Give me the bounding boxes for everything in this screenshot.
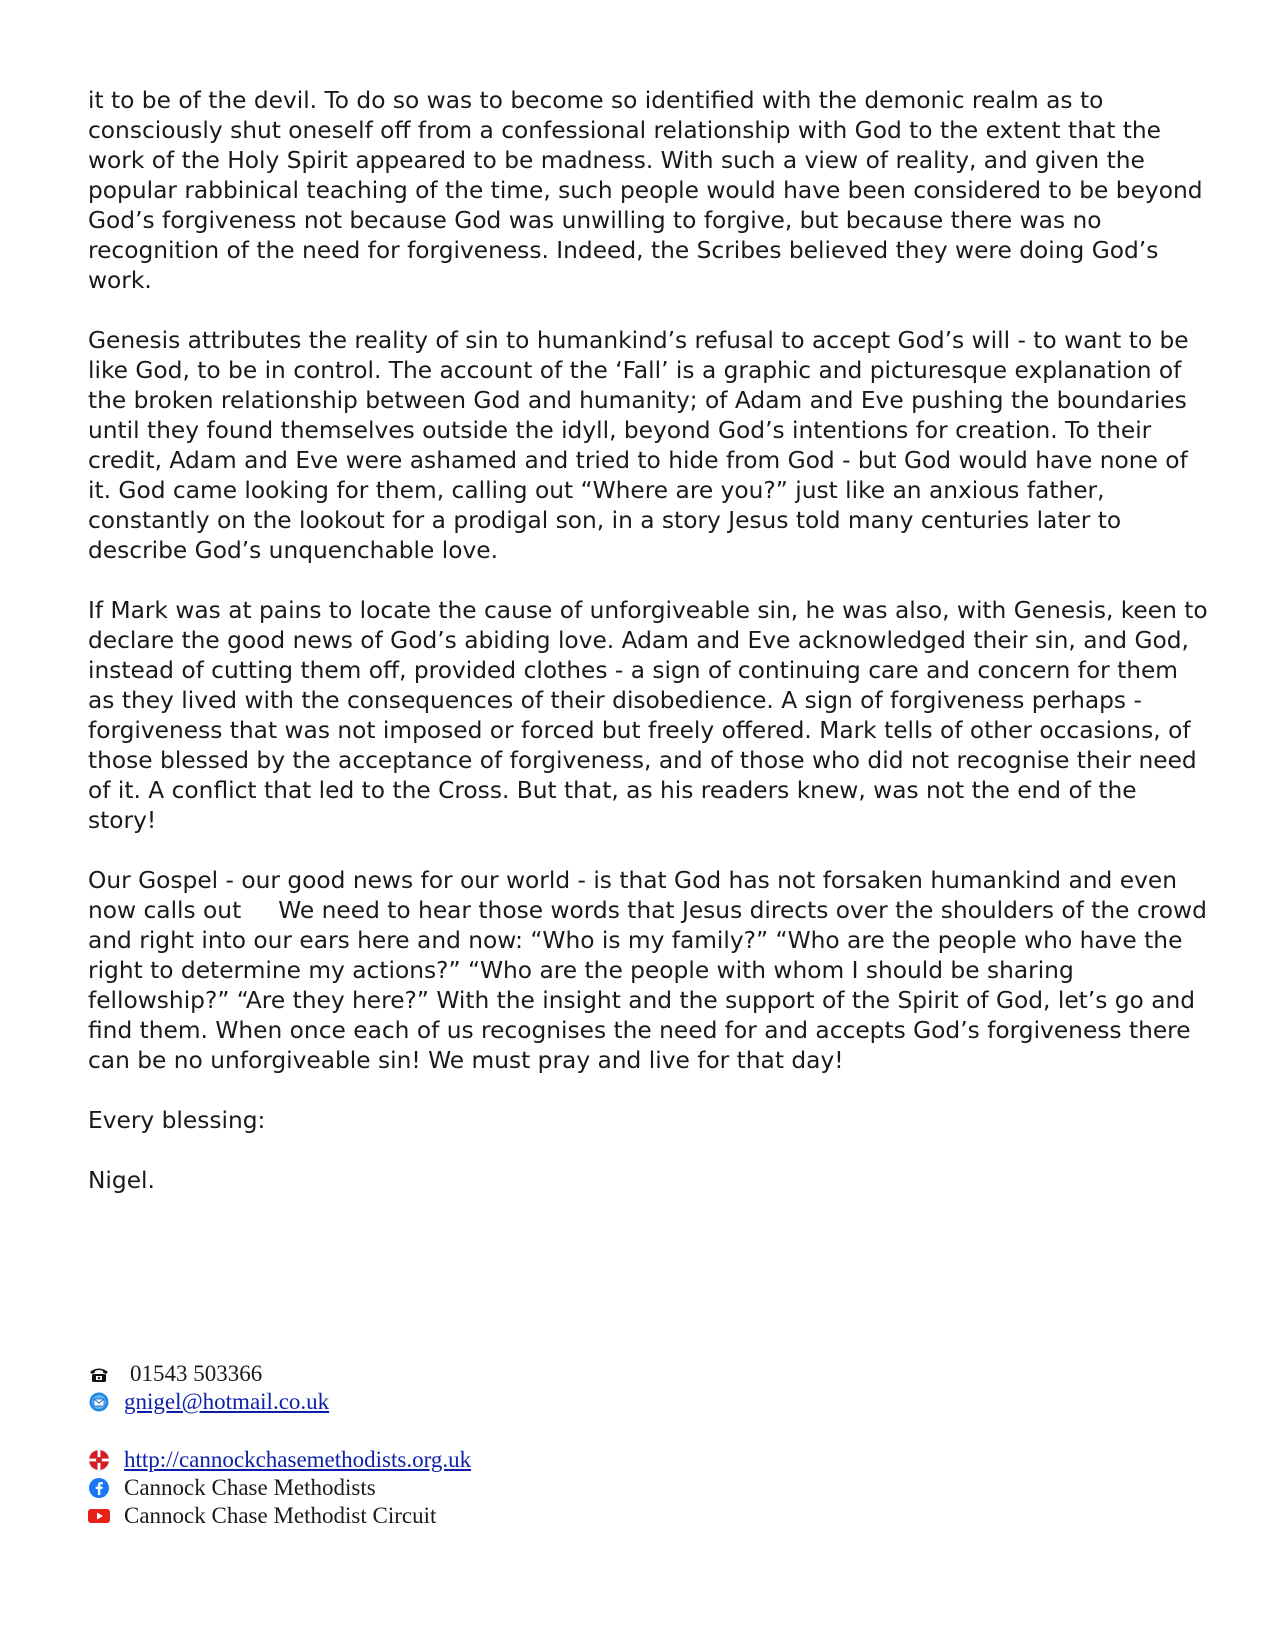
youtube-row [88,1502,471,1530]
contact-block [88,1360,471,1530]
website-link[interactable]: http://cannockchasemethodists.org.uk [124,1447,472,1472]
facebook-page-name: Cannock Chase Methodists [124,1475,376,1500]
paragraph-2: Genesis attributes the reality of sin to humankind’s refusal to accept God’s will - to want to be like God, to be in control. The account of the ‘Fall’ is a graphic and picturesque explanation of the broken relationship between God and humanity; of Adam and Eve pushing the boundaries until they found themselves outside the idyll, beyond God’s intentions for creation. To their credit, Adam and Eve were ashamed and tried to hide from God - but God would have none of it. God came looking for them, calling out “Where are you?” just like an anxious father, constantly on the lookout for a prodigal son, in a story Jesus told many centuries later to describe God’s unquenchable love. [88,327,1189,564]
email-icon [88,1391,110,1413]
email-link[interactable]: gnigel@hotmail.co.uk [124,1389,330,1414]
youtube-channel-name: Cannock Chase Methodist Circuit [124,1503,437,1528]
paragraph-4: Our Gospel - our good news for our world - is that God has not forsaken humankind and even now calls out We need to hear those words that Jesus directs over the shoulders of the crowd and right into our ears here and now: “Who is my family?” “Who are the people who have the right to determine my actions?” “Who are the people with whom I should be sharing fellowship?” “Are they here?” With the insight and the support of the Spirit of God, let’s go and find them. When once each of us recognises the need for and accepts God’s forgiveness there can be no unforgiveable sin! We must pray and live for that day! [88,867,1215,1074]
paragraph-3: If Mark was at pains to locate the cause of unforgiveable sin, he was also, with Genesis, keen to declare the good news of God’s abiding love. Adam and Eve acknowledged their sin, and God, instead of cutting them off, provided clothes - a sign of continuing care and concern for them as they lived with the consequences of their disobedience. A sign of forgiveness perhaps - forgiveness that was not imposed or forced but freely offered. Mark tells of other occasions, of those blessed by the acceptance of forgiveness, and of those who did not recognise their need of it. A conflict that led to the Cross. But that, as his readers knew, was not the end of the story! [88,597,1208,834]
youtube-icon[interactable] [88,1505,110,1527]
phone-number: 01543 503366 [130,1361,263,1386]
methodist-cross-icon [88,1449,110,1471]
paragraph-1: it to be of the devil. To do so was to become so identified with the demonic realm as to consciously shut oneself off from a confessional relationship with God to the extent that the work of the Holy Spirit appeared to be madness. With such a view of reality, and given the popular rabbinical teaching of the time, such people would have been considered to be beyond God’s forgiveness not because God was unwilling to forgive, but because there was no recognition of the need for forgiveness. Indeed, the Scribes believed they were doing God’s work. [88,87,1203,294]
facebook-icon[interactable] [88,1477,110,1499]
email-row [88,1388,471,1416]
facebook-row [88,1474,471,1502]
website-row [88,1446,471,1474]
spacer [88,1416,471,1446]
letter-body [88,86,1215,1226]
phone-row [88,1360,471,1388]
closing-line: Every blessing: [88,1107,266,1134]
signature: Nigel. [88,1167,155,1194]
phone-icon [88,1363,110,1385]
